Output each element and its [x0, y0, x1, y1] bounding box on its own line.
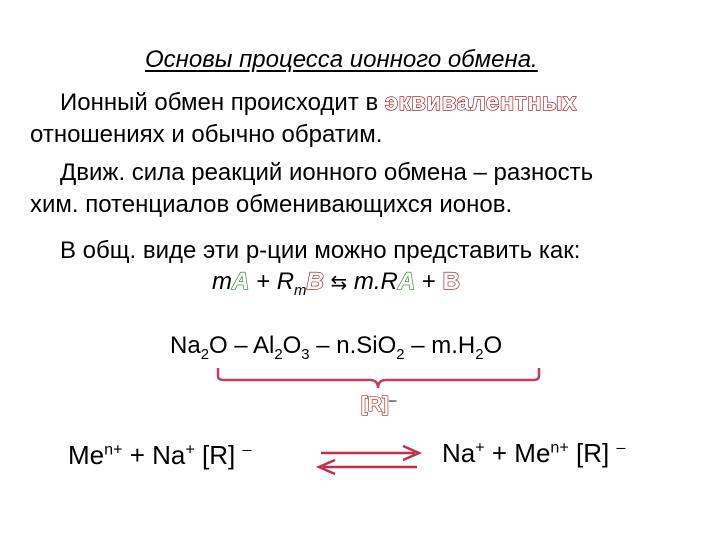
right-na-sup: + — [475, 438, 485, 457]
ion-b-1: B — [306, 268, 324, 295]
comp-si-sub: 2 — [396, 346, 405, 363]
eq-plus-r: + R — [249, 268, 295, 295]
ion-a-1: A — [232, 268, 250, 295]
comp-o-al: O – Al — [208, 332, 275, 359]
comp-o: O — [282, 332, 302, 359]
comp-na: Na — [170, 332, 201, 359]
emphasized-word: эквивалентных — [384, 89, 577, 116]
right-me-sup: n+ — [550, 438, 569, 457]
right-plus-me: + Me — [484, 438, 551, 468]
ion-b-2: B — [442, 268, 460, 295]
resin-label-text: [R] — [361, 394, 389, 416]
comp-sio: – n.SiO — [309, 332, 397, 359]
paragraph-1-text: Ионный обмен происходит в — [60, 89, 385, 116]
comp-al-sub: 2 — [274, 346, 283, 363]
resin-label-sup: – — [388, 391, 397, 408]
left-me: Me — [68, 440, 105, 470]
eq-sub-m: m — [294, 282, 307, 299]
reaction-left-side — [68, 440, 251, 471]
paragraph-2-line-1: Движ. сила реакций ионного обмена – разность — [60, 159, 594, 186]
comp-na-sub: 2 — [200, 346, 209, 363]
zeolite-composition — [170, 332, 503, 363]
paragraph-2-line-2: хим. потенциалов обменивающихся ионов. — [30, 191, 513, 218]
eq-plus-2: + — [415, 268, 443, 295]
reversible-arrows-icon — [315, 445, 425, 475]
paragraph-1-line-2: отношениях и обычно обратим. — [30, 121, 383, 148]
right-resin-sup: – — [616, 438, 626, 457]
paragraph-3-line-1: В общ. виде эти р-ции можно представить как: — [60, 237, 581, 264]
comp-h-sub: 2 — [475, 346, 484, 363]
comp-o-sub: 3 — [301, 346, 310, 363]
brace-icon — [0, 360, 720, 420]
reaction-right-side — [442, 438, 625, 469]
left-me-sup: n+ — [104, 440, 123, 459]
eq-m1: m — [212, 268, 232, 295]
right-resin: [R] — [568, 438, 617, 468]
comp-h: – m.H — [404, 332, 476, 359]
ion-a-2: A — [397, 268, 416, 295]
paragraph-1-line-1 — [60, 88, 577, 118]
left-resin-sup: – — [242, 440, 252, 459]
slide-title: Основы процесса ионного обмена. — [145, 46, 538, 73]
left-na-sup: + — [185, 440, 195, 459]
comp-o-end: O — [483, 332, 503, 359]
equilibrium-arrow-icon: ⇆ — [330, 272, 348, 294]
eq-m2: m.R — [347, 268, 398, 295]
resin-label — [361, 391, 397, 417]
left-plus-na: + Na — [122, 440, 186, 470]
general-exchange-equation — [212, 268, 460, 299]
right-na: Na — [442, 438, 476, 468]
left-resin: [R] — [194, 440, 243, 470]
